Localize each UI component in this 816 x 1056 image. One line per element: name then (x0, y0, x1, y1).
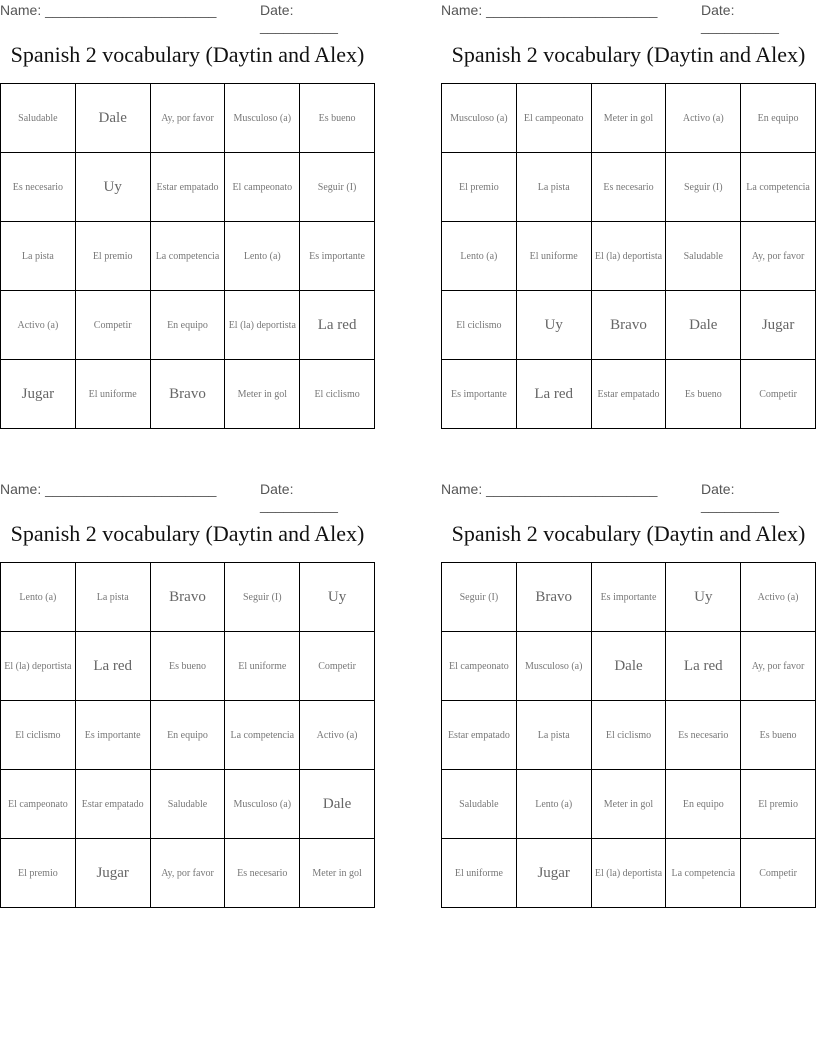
grid-cell: Estar empatado (75, 770, 150, 839)
grid-cell: Es importante (75, 701, 150, 770)
date-field-label: Date: __________ (260, 2, 338, 34)
grid-cell: Jugar (741, 291, 816, 360)
grid-row (1, 770, 375, 839)
grid-cell: Uy (516, 291, 591, 360)
grid-cell: Dale (75, 84, 150, 153)
grid-cell: El ciclismo (1, 701, 76, 770)
name-field-label: Name: ______________________ (441, 2, 658, 18)
grid-cell: Saludable (442, 770, 517, 839)
grid-row (442, 84, 816, 153)
grid-cell: Meter in gol (591, 84, 666, 153)
grid-cell: Seguir (I) (300, 153, 375, 222)
grid-row (442, 701, 816, 770)
grid-cell: Es necesario (591, 153, 666, 222)
grid-row (1, 222, 375, 291)
name-field-label: Name: ______________________ (441, 481, 658, 497)
grid-cell: Bravo (516, 563, 591, 632)
grid-cell: Es bueno (666, 360, 741, 429)
grid-row (1, 153, 375, 222)
grid-cell: Uy (300, 563, 375, 632)
grid-cell: La pista (1, 222, 76, 291)
grid-row (442, 563, 816, 632)
bingo-grid (441, 83, 816, 429)
bingo-grid (0, 83, 375, 429)
grid-cell: El campeonato (1, 770, 76, 839)
grid-cell: Es importante (591, 563, 666, 632)
grid-cell: Competir (741, 839, 816, 908)
grid-cell: El uniforme (225, 632, 300, 701)
name-date-line (0, 0, 375, 34)
grid-cell: Competir (300, 632, 375, 701)
grid-cell: Meter in gol (591, 770, 666, 839)
grid-row (1, 84, 375, 153)
grid-cell: El uniforme (442, 839, 517, 908)
grid-cell: En equipo (150, 701, 225, 770)
grid-cell: La competencia (225, 701, 300, 770)
name-date-line (441, 0, 816, 34)
grid-row (1, 839, 375, 908)
grid-cell: Meter in gol (225, 360, 300, 429)
grid-cell: Ay, por favor (741, 632, 816, 701)
grid-row (442, 153, 816, 222)
grid-cell: El ciclismo (442, 291, 517, 360)
bingo-grid (0, 562, 375, 908)
date-field-label: Date: __________ (260, 481, 338, 513)
grid-cell: Dale (666, 291, 741, 360)
grid-row (442, 291, 816, 360)
grid-cell: Competir (741, 360, 816, 429)
grid-cell: Lento (a) (516, 770, 591, 839)
grid-cell: Lento (a) (442, 222, 517, 291)
grid-cell: La red (666, 632, 741, 701)
grid-cell: Meter in gol (300, 839, 375, 908)
grid-cell: El uniforme (516, 222, 591, 291)
grid-row (442, 770, 816, 839)
grid-cell: En equipo (666, 770, 741, 839)
grid-row (442, 360, 816, 429)
grid-cell: Saludable (150, 770, 225, 839)
grid-cell: Seguir (I) (225, 563, 300, 632)
grid-cell: Es necesario (666, 701, 741, 770)
grid-cell: Saludable (666, 222, 741, 291)
grid-row (1, 563, 375, 632)
card-title: Spanish 2 vocabulary (Daytin and Alex) (451, 521, 806, 546)
grid-cell: La red (300, 291, 375, 360)
date-field-label: Date: __________ (701, 2, 779, 34)
grid-cell: El premio (75, 222, 150, 291)
card-title: Spanish 2 vocabulary (Daytin and Alex) (10, 42, 365, 67)
grid-cell: Uy (75, 153, 150, 222)
grid-cell: Lento (a) (225, 222, 300, 291)
grid-cell: Ay, por favor (150, 839, 225, 908)
grid-cell: La red (516, 360, 591, 429)
grid-cell: El ciclismo (591, 701, 666, 770)
grid-cell: Ay, por favor (150, 84, 225, 153)
grid-cell: Estar empatado (591, 360, 666, 429)
card-title: Spanish 2 vocabulary (Daytin and Alex) (451, 42, 806, 67)
grid-cell: La competencia (666, 839, 741, 908)
grid-cell: Bravo (150, 563, 225, 632)
grid-cell: La competencia (741, 153, 816, 222)
grid-cell: El premio (1, 839, 76, 908)
grid-cell: Ay, por favor (741, 222, 816, 291)
grid-cell: La competencia (150, 222, 225, 291)
grid-cell: El premio (741, 770, 816, 839)
grid-cell: Estar empatado (442, 701, 517, 770)
grid-cell: Musculoso (a) (225, 770, 300, 839)
grid-cell: Musculoso (a) (225, 84, 300, 153)
grid-cell: Jugar (1, 360, 76, 429)
grid-cell: La pista (516, 701, 591, 770)
grid-cell: La pista (75, 563, 150, 632)
grid-row (1, 701, 375, 770)
grid-cell: Jugar (75, 839, 150, 908)
grid-cell: Activo (a) (666, 84, 741, 153)
grid-cell: El campeonato (225, 153, 300, 222)
grid-cell: Es importante (442, 360, 517, 429)
grid-cell: Seguir (I) (666, 153, 741, 222)
grid-cell: Dale (300, 770, 375, 839)
grid-cell: Activo (a) (1, 291, 76, 360)
grid-cell: La pista (516, 153, 591, 222)
grid-cell: En equipo (150, 291, 225, 360)
grid-cell: Bravo (591, 291, 666, 360)
grid-row (1, 360, 375, 429)
grid-cell: En equipo (741, 84, 816, 153)
grid-cell: Activo (a) (741, 563, 816, 632)
grid-cell: Es bueno (150, 632, 225, 701)
name-field-label: Name: ______________________ (0, 481, 217, 497)
grid-cell: Seguir (I) (442, 563, 517, 632)
name-date-line (441, 479, 816, 513)
grid-row (1, 632, 375, 701)
name-field-label: Name: ______________________ (0, 2, 217, 18)
grid-cell: El (la) deportista (1, 632, 76, 701)
grid-cell: Estar empatado (150, 153, 225, 222)
grid-cell: El (la) deportista (591, 222, 666, 291)
grid-cell: Musculoso (a) (442, 84, 517, 153)
grid-cell: Activo (a) (300, 701, 375, 770)
grid-cell: El uniforme (75, 360, 150, 429)
grid-row (442, 632, 816, 701)
grid-cell: La red (75, 632, 150, 701)
grid-cell: El campeonato (442, 632, 517, 701)
grid-cell: El premio (442, 153, 517, 222)
grid-row (442, 222, 816, 291)
grid-cell: El (la) deportista (225, 291, 300, 360)
grid-cell: Es bueno (741, 701, 816, 770)
bingo-grid (441, 562, 816, 908)
grid-cell: Saludable (1, 84, 76, 153)
grid-cell: Competir (75, 291, 150, 360)
grid-cell: Lento (a) (1, 563, 76, 632)
grid-cell: Es bueno (300, 84, 375, 153)
grid-cell: Uy (666, 563, 741, 632)
grid-cell: El (la) deportista (591, 839, 666, 908)
name-date-line (0, 479, 375, 513)
grid-cell: El ciclismo (300, 360, 375, 429)
grid-cell: Es necesario (225, 839, 300, 908)
grid-row (1, 291, 375, 360)
grid-cell: Musculoso (a) (516, 632, 591, 701)
grid-cell: El campeonato (516, 84, 591, 153)
date-field-label: Date: __________ (701, 481, 779, 513)
grid-row (442, 839, 816, 908)
grid-cell: Bravo (150, 360, 225, 429)
grid-cell: Es importante (300, 222, 375, 291)
grid-cell: Dale (591, 632, 666, 701)
card-title: Spanish 2 vocabulary (Daytin and Alex) (10, 521, 365, 546)
grid-cell: Es necesario (1, 153, 76, 222)
grid-cell: Jugar (516, 839, 591, 908)
